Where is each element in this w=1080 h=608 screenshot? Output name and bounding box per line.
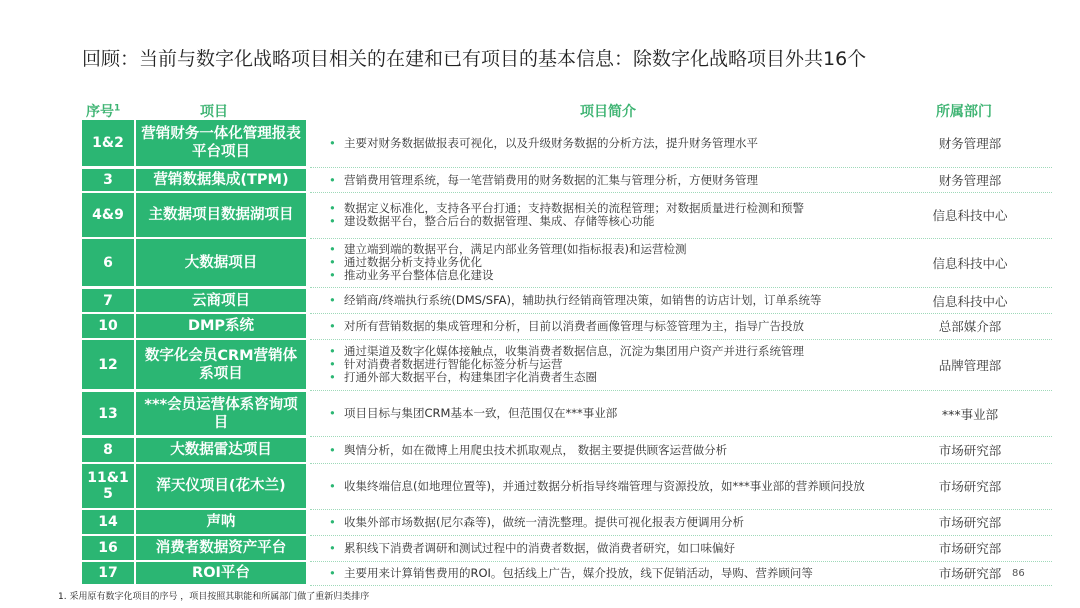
row-number: 16: [82, 536, 134, 560]
row-divider: [310, 390, 1052, 391]
row-project: 浑天仪项目(花木兰): [136, 464, 306, 508]
row-project: 数字化会员CRM营销体系项目: [136, 340, 306, 389]
row-description: [326, 464, 916, 508]
header-no: 序号$^1$: [86, 103, 121, 120]
header-description: 项目简介: [580, 104, 636, 120]
row-number: 1&2: [82, 120, 134, 166]
row-number: 8: [82, 438, 134, 462]
row-department: 财务管理部: [938, 136, 1002, 151]
description-bullet: • 项目目标与集团CRM基本一致，但范围仅在***事业部: [326, 407, 916, 420]
description-bullet: • 营销费用管理系统，每一笔营销费用的财务数据的汇集与管理分析，方便财务管理: [326, 174, 916, 187]
description-bullet: • 推动业务平台整体信息化建设: [326, 269, 916, 282]
row-project: DMP系统: [136, 314, 306, 338]
description-bullet: • 收集终端信息(如地理位置等)，并通过数据分析指导终端管理与资源投放，如***事业部的营养顾问投放: [326, 480, 916, 493]
row-description: [326, 510, 916, 534]
row-project: 营销数据集成(TPM): [136, 169, 306, 191]
description-bullet: • 收集外部市场数据(尼尔森等)，做统一清洗整理。提供可视化报表方便调用分析: [326, 516, 916, 529]
row-description: [326, 193, 916, 237]
table-row: [82, 438, 1052, 462]
row-number: 12: [82, 340, 134, 389]
table-row: [82, 239, 1052, 286]
row-description: [326, 438, 916, 462]
row-project: ***会员运营体系咨询项目: [136, 392, 306, 435]
row-number: 4&9: [82, 193, 134, 237]
row-number: 13: [82, 392, 134, 435]
row-department: 市场研究部: [938, 479, 1002, 494]
table-row: [82, 340, 1052, 389]
description-bullet: • 舆情分析，如在微博上用爬虫技术抓取观点， 数据主要提供顾客运营做分析: [326, 444, 916, 457]
table-row: [82, 289, 1052, 312]
table-row: [82, 464, 1052, 508]
row-project: 云商项目: [136, 289, 306, 312]
description-bullet: • 累积线下消费者调研和测试过程中的消费者数据，做消费者研究，如口味偏好: [326, 542, 916, 555]
row-department: ***事业部: [941, 406, 999, 422]
row-department: 市场研究部: [938, 541, 1002, 556]
table-row: [82, 120, 1052, 166]
row-project: 声呐: [136, 510, 306, 534]
page-title: 回顾：当前与数字化战略项目相关的在建和已有项目的基本信息：除数字化战略项目外共16个: [82, 48, 867, 70]
row-description: [326, 314, 916, 338]
table-row: [82, 562, 1052, 584]
row-department: 市场研究部: [938, 566, 1002, 581]
table-row: [82, 193, 1052, 237]
row-department: 信息科技中心: [932, 293, 1008, 309]
description-bullet: • 主要对财务数据做报表可视化，以及升级财务数据的分析方法，提升财务管理水平: [326, 137, 916, 150]
row-project: 消费者数据资产平台: [136, 536, 306, 560]
row-department: 总部媒介部: [938, 319, 1002, 334]
row-project: 大数据项目: [136, 239, 306, 286]
header-project: 项目: [200, 104, 228, 120]
row-description: [326, 289, 916, 312]
row-divider: [310, 167, 1052, 168]
description-bullet: • 建设数据平台，整合后台的数据管理、集成、存储等核心功能: [326, 215, 916, 228]
row-description: [326, 120, 916, 166]
row-description: [326, 562, 916, 584]
header-department: 所属部门: [936, 104, 992, 120]
description-bullet: • 经销商/终端执行系统(DMS/SFA)，辅助执行经销商管理决策，如销售的访店计划，订单系统等: [326, 294, 916, 307]
row-divider: [310, 287, 1052, 288]
description-bullet: • 建立端到端的数据平台，满足内部业务管理(如指标报表)和运营检测: [326, 243, 916, 256]
description-bullet: • 主要用来计算销售费用的ROI。包括线上广告，媒介投放，线下促销活动，导购、营养顾问等: [326, 567, 916, 580]
row-department: 财务管理部: [938, 173, 1002, 188]
row-description: [326, 239, 916, 286]
row-divider: [310, 585, 1052, 586]
row-description: [326, 340, 916, 389]
row-project: 主数据项目数据湖项目: [136, 193, 306, 237]
row-divider: [310, 436, 1052, 437]
row-number: 17: [82, 562, 134, 584]
row-project: 营销财务一体化管理报表平台项目: [136, 120, 306, 166]
description-bullet: • 针对消费者数据进行智能化标签分析与运营: [326, 358, 916, 371]
row-department: 信息科技中心: [932, 255, 1008, 271]
description-bullet: • 通过渠道及数字化媒体接触点，收集消费者数据信息，沉淀为集团用户资产并进行系统管理: [326, 345, 916, 358]
row-number: 7: [82, 289, 134, 312]
row-department: 信息科技中心: [932, 208, 1008, 223]
table-row: [82, 314, 1052, 338]
row-project: ROI平台: [136, 562, 306, 584]
row-description: [326, 392, 916, 435]
row-number: 3: [82, 169, 134, 191]
page-number: 86: [1012, 568, 1025, 579]
description-bullet: • 对所有营销数据的集成管理和分析，目前以消费者画像管理与标签管理为主，指导广告投放: [326, 320, 916, 333]
row-number: 6: [82, 239, 134, 286]
description-bullet: • 数据定义标准化，支持各平台打通；支持数据相关的流程管理；对数据质量进行检测和预警: [326, 202, 916, 215]
row-number: 10: [82, 314, 134, 338]
table-row: [82, 510, 1052, 534]
row-description: [326, 536, 916, 560]
row-department: 品牌管理部: [938, 357, 1002, 373]
footnote: 1. 采用原有数字化项目的序号 ，项目按照其职能和所属部门做了重新归类排序: [58, 592, 370, 602]
description-bullet: • 打通外部大数据平台，构建集团字化消费者生态圈: [326, 371, 916, 384]
row-description: [326, 169, 916, 191]
table-row: [82, 392, 1052, 435]
row-number: 11&15: [82, 464, 134, 508]
row-department: 市场研究部: [938, 443, 1002, 458]
table-row: [82, 536, 1052, 560]
row-department: 市场研究部: [938, 515, 1002, 530]
description-bullet: • 通过数据分析支持业务优化: [326, 256, 916, 269]
row-project: 大数据雷达项目: [136, 438, 306, 462]
row-number: 14: [82, 510, 134, 534]
table-row: [82, 169, 1052, 191]
